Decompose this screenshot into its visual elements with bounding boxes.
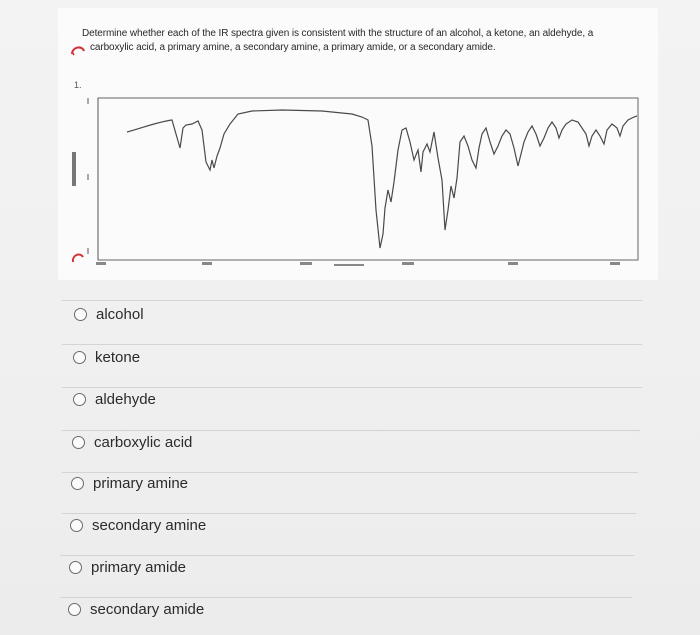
radio-icon[interactable] xyxy=(69,561,82,574)
option-label: secondary amine xyxy=(92,516,207,534)
divider xyxy=(62,300,642,301)
option-label: primary amide xyxy=(91,558,187,576)
radio-icon[interactable] xyxy=(72,436,85,449)
option-alcohol[interactable] xyxy=(74,293,144,335)
radio-icon[interactable] xyxy=(70,519,83,532)
radio-icon[interactable] xyxy=(68,603,81,616)
option-label: alcohol xyxy=(96,305,144,323)
option-primary-amine[interactable] xyxy=(71,462,188,504)
option-aldehyde[interactable] xyxy=(73,378,156,420)
option-secondary-amide[interactable] xyxy=(68,588,204,630)
option-label: carboxylic acid xyxy=(94,433,193,451)
option-primary-amide[interactable] xyxy=(69,546,186,588)
spectrum-trace xyxy=(127,110,637,248)
option-label: ketone xyxy=(95,348,141,366)
ir-spectrum xyxy=(62,90,652,275)
radio-icon[interactable] xyxy=(73,351,86,364)
option-carboxylic-acid[interactable] xyxy=(72,421,192,463)
radio-icon[interactable] xyxy=(73,393,86,406)
option-label: secondary amide xyxy=(90,600,205,618)
x-axis-ticks xyxy=(96,262,620,266)
option-secondary-amine[interactable] xyxy=(70,504,206,546)
prompt-line-2: carboxylic acid, a primary amine, a secondary amine, a primary amide, or a secondary amide. xyxy=(90,42,496,53)
option-label: primary amine xyxy=(93,474,189,492)
question-number: 1. xyxy=(74,80,82,90)
curl-icon xyxy=(70,43,86,57)
prompt-line-1: Determine whether each of the IR spectra given is consistent with the structure of an alcohol, a ketone, an aldehyde, a xyxy=(82,28,594,39)
option-ketone[interactable] xyxy=(73,336,140,378)
divider xyxy=(62,344,642,345)
radio-icon[interactable] xyxy=(74,308,87,321)
axis-label-mark xyxy=(72,152,76,186)
question-prompt xyxy=(82,27,662,55)
option-label: aldehyde xyxy=(95,390,156,408)
radio-icon[interactable] xyxy=(71,477,84,490)
